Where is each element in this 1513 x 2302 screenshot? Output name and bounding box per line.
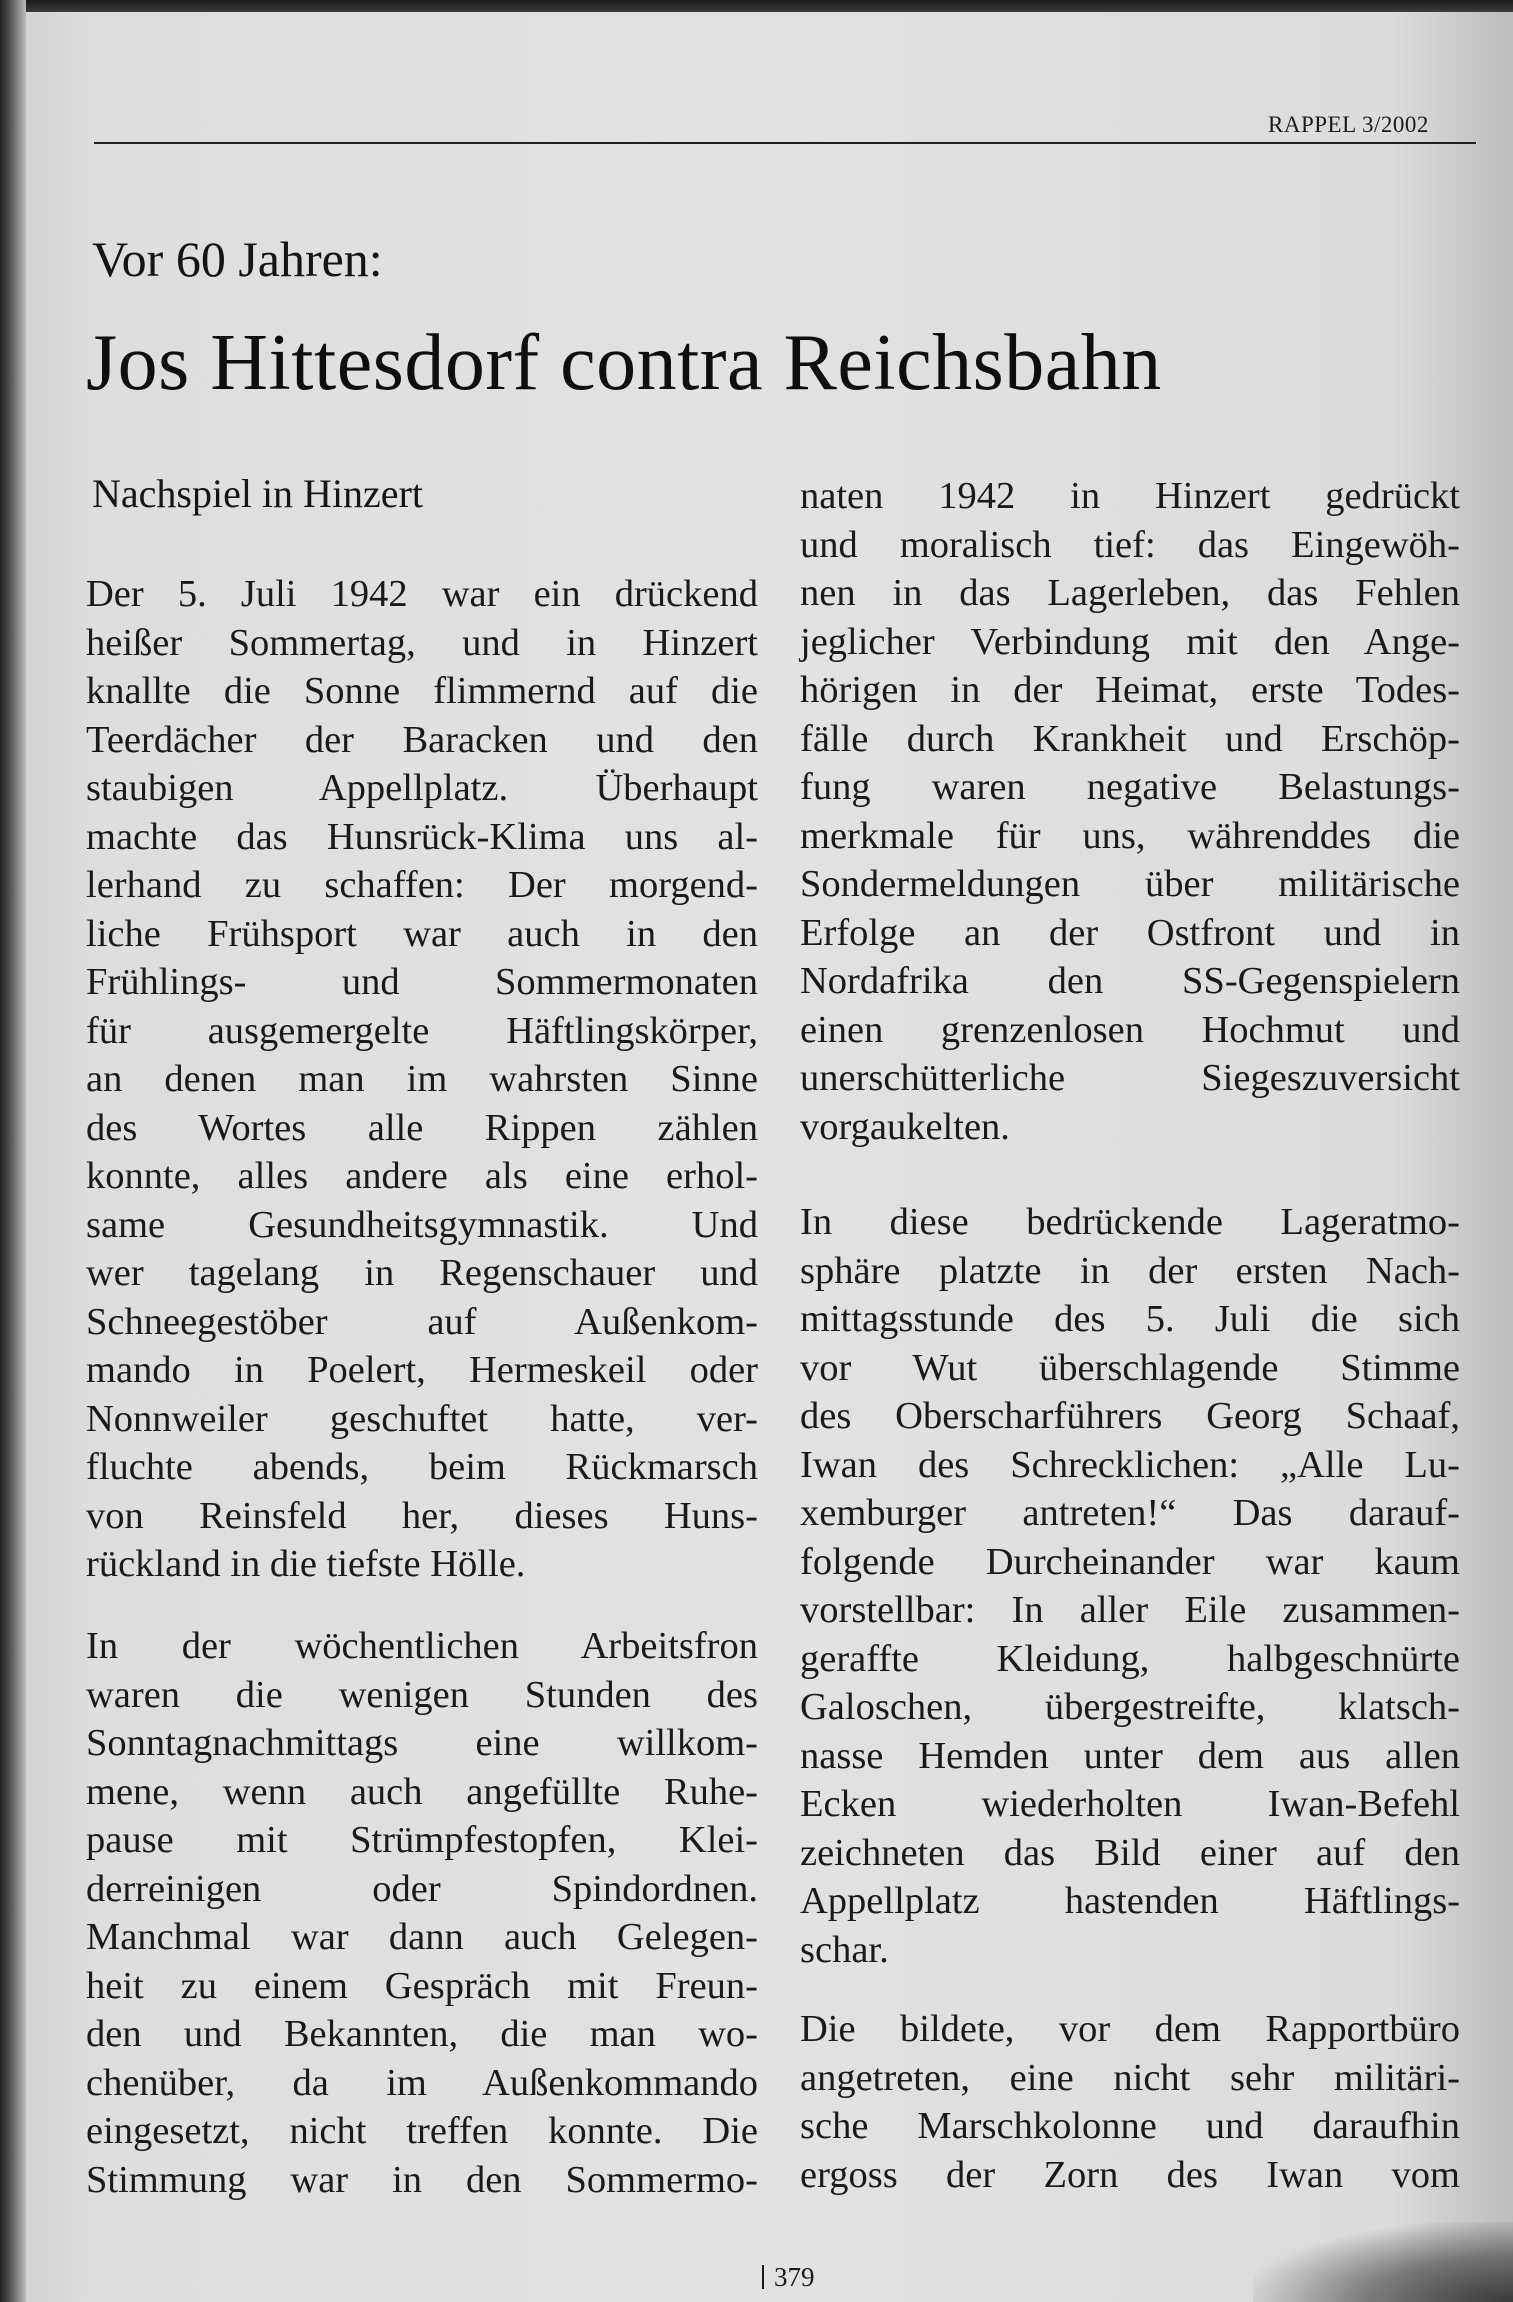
text-line: heißer Sommertag, und in Hinzert bbox=[86, 621, 758, 664]
text-line: In diese bedrückende Lageratmo- bbox=[800, 1201, 1460, 1243]
text-line: liche Frühsport war auch in den bbox=[86, 912, 758, 955]
text-line: derreinigen oder Spindordnen. bbox=[86, 1867, 758, 1910]
text-line: Frühlings- und Sommermonaten bbox=[86, 961, 758, 1003]
text-line: Ecken wiederholten Iwan-Befehl bbox=[800, 1783, 1460, 1825]
text-line: des Wortes alle Rippen zählen bbox=[86, 1106, 758, 1149]
text-line: pause mit Strümpfestopfen, Klei- bbox=[86, 1819, 758, 1861]
text-line: von Reinsfeld her, dieses Huns- bbox=[86, 1494, 758, 1537]
text-line: Teerdächer der Baracken und den bbox=[86, 718, 758, 761]
page-number-bar bbox=[762, 2265, 764, 2289]
text-line: einen grenzenlosen Hochmut und bbox=[800, 1008, 1460, 1051]
right-column-paragraph-1 bbox=[800, 472, 1460, 1151]
text-line: hörigen in der Heimat, erste Todes- bbox=[800, 669, 1460, 711]
text-line: nasse Hemden unter dem aus allen bbox=[800, 1734, 1460, 1777]
text-line: Schneegestöber auf Außenkom- bbox=[86, 1300, 758, 1343]
text-line: und moralisch tief: das Eingewöh- bbox=[800, 523, 1460, 566]
text-line: Sonntagnachmittags eine willkom- bbox=[86, 1722, 758, 1764]
text-line: folgende Durcheinander war kaum bbox=[800, 1540, 1460, 1583]
text-line: fung waren negative Belastungs- bbox=[800, 766, 1460, 808]
text-line: sche Marschkolonne und daraufhin bbox=[800, 2105, 1460, 2147]
text-line: staubigen Appellplatz. Überhaupt bbox=[86, 767, 758, 809]
text-line: Galoschen, übergestreifte, klatsch- bbox=[800, 1686, 1460, 1728]
text-line: rückland in die tiefste Hölle. bbox=[86, 1543, 526, 1585]
text-line: Nordafrika den SS-Gegenspielern bbox=[800, 960, 1460, 1002]
text-line: xemburger antreten!“ Das darauf- bbox=[800, 1492, 1460, 1534]
text-line: nen in das Lagerleben, das Fehlen bbox=[800, 572, 1460, 614]
text-line: lerhand zu schaffen: Der morgend- bbox=[86, 864, 758, 906]
page-corner-shadow bbox=[1253, 2222, 1513, 2302]
text-line: Stimmung war in den Sommermo- bbox=[86, 2158, 758, 2201]
text-line: fluchte abends, beim Rückmarsch bbox=[86, 1446, 758, 1488]
text-line: merkmale für uns, währenddes die bbox=[800, 814, 1460, 857]
article-kicker: Vor 60 Jahren: bbox=[92, 231, 383, 287]
text-line: Nonnweiler geschuftet hatte, ver- bbox=[86, 1397, 758, 1440]
text-line: Iwan des Schrecklichen: „Alle Lu- bbox=[800, 1443, 1460, 1486]
text-line: Der 5. Juli 1942 war ein drückend bbox=[86, 573, 758, 615]
text-line: vorgaukelten. bbox=[800, 1105, 1010, 1148]
header-rule bbox=[94, 142, 1476, 144]
left-column-paragraph-1 bbox=[86, 570, 758, 1589]
text-line: an denen man im wahrsten Sinne bbox=[86, 1058, 758, 1100]
text-line: geraffte Kleidung, halbgeschnürte bbox=[800, 1637, 1460, 1680]
text-line: Erfolge an der Ostfront und in bbox=[800, 911, 1460, 954]
text-line: unerschütterliche Siegeszuversicht bbox=[800, 1057, 1460, 1099]
text-line: mene, wenn auch angefüllte Ruhe- bbox=[86, 1770, 758, 1813]
text-line: eingesetzt, nicht treffen konnte. Die bbox=[86, 2110, 758, 2152]
page-top-edge bbox=[0, 0, 1513, 12]
text-line: mando in Poelert, Hermeskeil oder bbox=[86, 1349, 758, 1391]
text-line: vor Wut überschlagende Stimme bbox=[800, 1346, 1460, 1389]
page-number-value: 379 bbox=[774, 2262, 815, 2292]
article-headline: Jos Hittesdorf contra Reichsbahn bbox=[86, 319, 1162, 407]
right-column-paragraph-3 bbox=[800, 2005, 1460, 2199]
text-line: vorstellbar: In aller Eile zusammen- bbox=[800, 1589, 1460, 1631]
book-binding bbox=[0, 0, 26, 2302]
text-line: zeichneten das Bild einer auf den bbox=[800, 1831, 1460, 1874]
text-line: konnte, alles andere als eine erhol- bbox=[86, 1155, 758, 1197]
text-line: same Gesundheitsgymnastik. Und bbox=[86, 1203, 758, 1246]
text-line: Sondermeldungen über militärische bbox=[800, 863, 1460, 905]
text-line: für ausgemergelte Häftlingskörper, bbox=[86, 1009, 758, 1052]
text-line: angetreten, eine nicht sehr militäri- bbox=[800, 2056, 1460, 2099]
text-line: waren die wenigen Stunden des bbox=[86, 1673, 758, 1716]
running-head: RAPPEL 3/2002 bbox=[1268, 112, 1429, 137]
page-number bbox=[762, 2262, 815, 2293]
text-line: jeglicher Verbindung mit den Ange- bbox=[800, 620, 1460, 663]
text-line: Appellplatz hastenden Häftlings- bbox=[800, 1880, 1460, 1922]
text-line: mittagsstunde des 5. Juli die sich bbox=[800, 1298, 1460, 1340]
text-line: des Oberscharführers Georg Schaaf, bbox=[800, 1395, 1460, 1437]
text-line: Die bildete, vor dem Rapportbüro bbox=[800, 2008, 1460, 2050]
text-line: In der wöchentlichen Arbeitsfron bbox=[86, 1625, 758, 1667]
text-line: schar. bbox=[800, 1928, 889, 1971]
text-line: wer tagelang in Regenschauer und bbox=[86, 1252, 758, 1294]
text-line: sphäre platzte in der ersten Nach- bbox=[800, 1249, 1460, 1292]
text-line: machte das Hunsrück-Klima uns al- bbox=[86, 815, 758, 858]
right-column-paragraph-2 bbox=[800, 1198, 1460, 1974]
left-column-paragraph-2 bbox=[86, 1622, 758, 2204]
text-line: chenüber, da im Außenkommando bbox=[86, 2061, 758, 2104]
article-subhead: Nachspiel in Hinzert bbox=[92, 471, 423, 516]
text-line: knallte die Sonne flimmernd auf die bbox=[86, 670, 758, 712]
text-line: Manchmal war dann auch Gelegen- bbox=[86, 1916, 758, 1958]
text-line: heit zu einem Gespräch mit Freun- bbox=[86, 1964, 758, 2007]
text-line: den und Bekannten, die man wo- bbox=[86, 2013, 758, 2055]
text-line: ergoss der Zorn des Iwan vom bbox=[800, 2153, 1460, 2196]
text-line: fälle durch Krankheit und Erschöp- bbox=[800, 717, 1460, 760]
text-line: naten 1942 in Hinzert gedrückt bbox=[800, 475, 1460, 517]
